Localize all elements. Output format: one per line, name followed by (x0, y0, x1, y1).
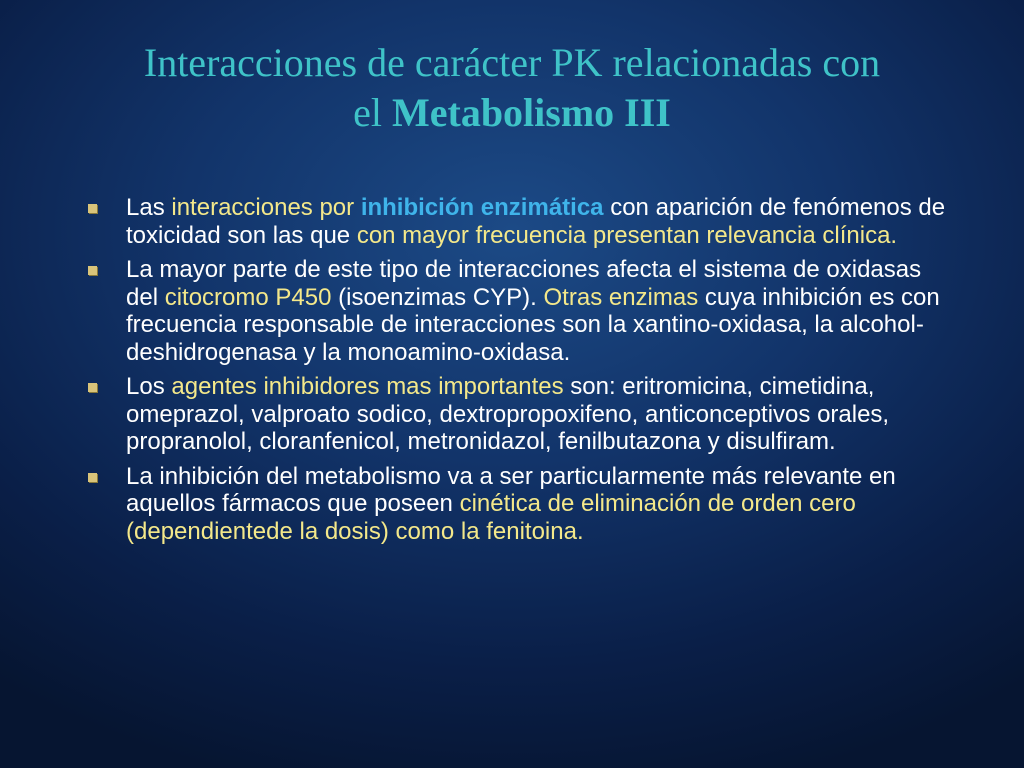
bullet-item-1 (88, 194, 958, 249)
bullet-2-seg-4: Otras enzimas (543, 283, 699, 311)
title-line-2-prefix: el (353, 90, 392, 135)
bullet-3-seg-1: Los (126, 373, 172, 400)
bullet-4-seg-2: cinética de eliminación de orden cero (dependientede la dosis) como la fenitoina. (126, 490, 856, 545)
bullet-item-3 (88, 373, 958, 456)
bullet-4-seg-1: La inhibición del metabolismo va a ser particularmente más relevante en aquellos fármacos que poseen (126, 462, 896, 517)
bullet-2-seg-3: (isoenzimas CYP). (331, 283, 544, 311)
bullet-1-seg-2: interacciones por (171, 194, 361, 221)
slide-title (60, 38, 964, 138)
bullet-item-2 (88, 256, 958, 366)
bullet-1-seg-3: inhibición enzimática (360, 194, 604, 221)
square-bullet-icon (88, 473, 97, 482)
bullet-1-seg-5: con mayor frecuencia presentan relevancia clínica. (356, 221, 898, 249)
bullet-1-seg-4: con aparición de fenómenos de toxicidad son las que (126, 194, 946, 249)
bullet-2-seg-1: La mayor parte de este tipo de interacciones afecta el sistema de oxidasas del (126, 256, 922, 311)
square-bullet-icon (88, 204, 97, 213)
title-line-2-bold: Metabolismo III (391, 90, 671, 135)
square-bullet-icon (88, 266, 97, 275)
square-bullet-icon (88, 383, 97, 392)
title-line-1: Interacciones de carácter PK relacionadas con (143, 40, 881, 85)
bullet-2-seg-2: citocromo P450 (164, 283, 332, 311)
bullet-list (88, 194, 958, 552)
bullet-1-seg-1: Las (126, 194, 172, 221)
bullet-3-seg-2: agentes inhibidores mas importantes (171, 373, 564, 400)
bullet-2-seg-5: cuya inhibición es con frecuencia responsable de interacciones son la xantino-oxidasa, la alcohol-deshidrogenasa y la monoamino-oxidasa. (126, 283, 940, 366)
bullet-3-seg-3: son: eritromicina, cimetidina, omeprazol, valproato sodico, dextropropoxifeno, anticonceptivos orales, propranolol, cloranfenicol, metronidazol, fenilbutazona y disulfiram. (126, 373, 890, 455)
bullet-item-4 (88, 463, 958, 546)
